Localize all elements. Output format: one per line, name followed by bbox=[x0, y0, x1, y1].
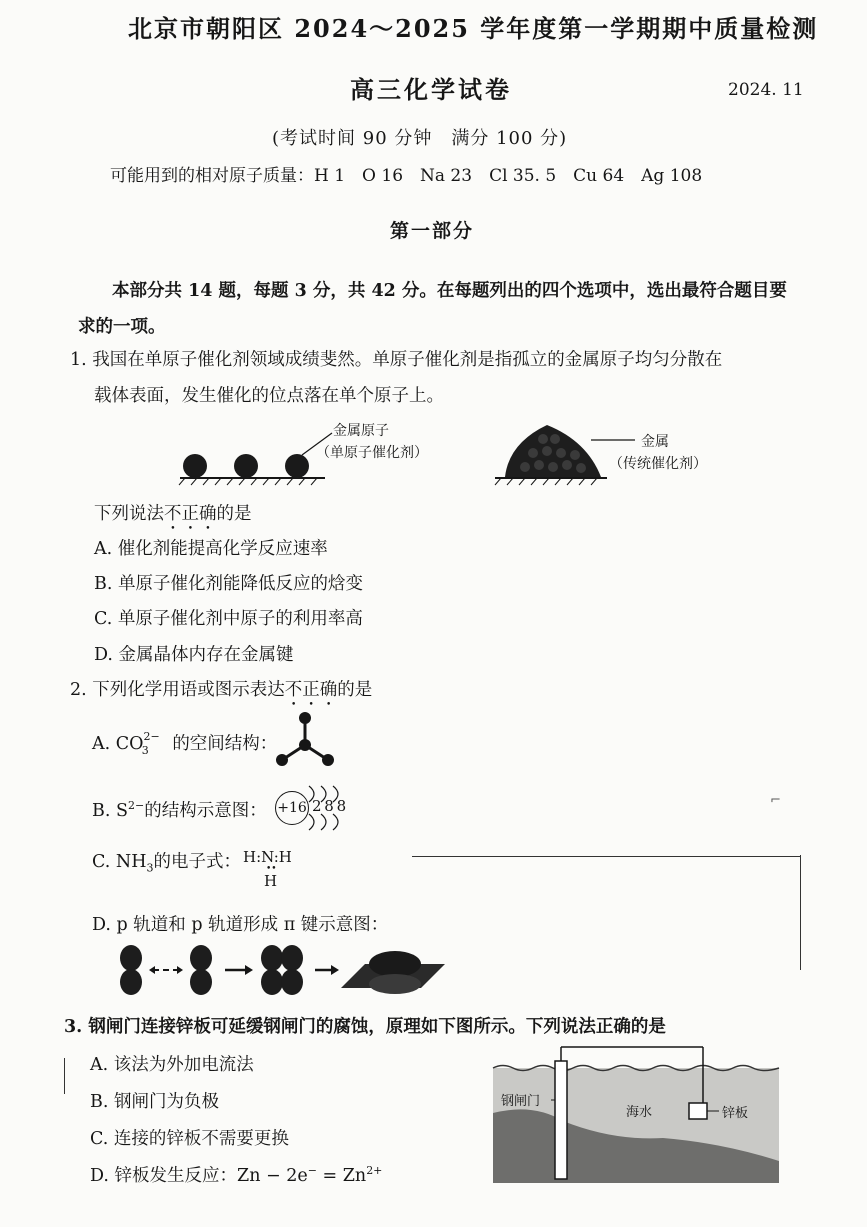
bleed-through-line bbox=[412, 856, 800, 857]
q1-option-a: A. 催化剂能提高化学反应速率 bbox=[94, 539, 328, 559]
label-seawater: 海水 bbox=[626, 1105, 653, 1120]
electron-shells: 2 8 8 bbox=[312, 797, 346, 815]
label-single-atom-catalyst: （单原子催化剂） bbox=[316, 445, 428, 461]
q3-option-a: A. 该法为外加电流法 bbox=[90, 1055, 254, 1075]
q3-option-b: B. 钢闸门为负极 bbox=[90, 1092, 219, 1112]
carbonate-structure-icon bbox=[270, 710, 340, 770]
q3-question: 3. 钢闸门连接锌板可延缓钢闸门的腐蚀，原理如下图所示。下列说法正确的是 bbox=[64, 1017, 666, 1037]
q3-option-c: C. 连接的锌板不需要更换 bbox=[90, 1129, 289, 1149]
bleed-through-mark: ⌐ bbox=[770, 793, 781, 808]
margin-mark bbox=[64, 1058, 65, 1094]
section-title: 第一部分 bbox=[390, 220, 475, 242]
label-metal-atom: 金属原子 bbox=[333, 423, 389, 439]
ammonia-lower-h: H bbox=[264, 872, 278, 890]
section-intro-line1: 本部分共 14 题，每题 3 分，共 42 分。在每题列出的四个选项中，选出最符合题目要 bbox=[112, 281, 787, 301]
exam-info: (考试时间 90 分钟 满分 100 分) bbox=[272, 128, 568, 149]
exam-date: 2024. 11 bbox=[728, 80, 804, 100]
sulfide-nucleus: +16 bbox=[275, 791, 309, 825]
q1-option-d: D. 金属晶体内存在金属键 bbox=[94, 645, 294, 665]
q1-stem-line1: 1. 我国在单原子催化剂领域成绩斐然。单原子催化剂是指孤立的金属原子均匀分散在 bbox=[70, 350, 723, 370]
q2-option-d: D. p 轨道和 p 轨道形成 π 键示意图： bbox=[92, 915, 389, 935]
q1-question: 下列说法不正确的是 bbox=[94, 504, 252, 524]
q2-option-b: B. $S^{2-}$的结构示意图： bbox=[92, 799, 267, 821]
label-traditional-catalyst: （传统催化剂） bbox=[609, 456, 707, 472]
q1-option-c: C. 单原子催化剂中原子的利用率高 bbox=[94, 609, 363, 629]
label-zinc-plate: 锌板 bbox=[722, 1106, 749, 1121]
label-metal: 金属 bbox=[641, 434, 669, 450]
q2-question: 2. 下列化学用语或图示表达不正确的是 bbox=[70, 680, 373, 700]
electron-shell-arcs-icon bbox=[305, 784, 360, 830]
section-intro-line2: 求的一项。 bbox=[78, 317, 166, 337]
exam-header-title: 北京市朝阳区 2024～2025 学年度第一学期期中质量检测 bbox=[128, 14, 819, 43]
q2-option-a: A. $CO^{2-}_3$ 的空间结构： bbox=[92, 730, 278, 757]
atomic-masses: 可能用到的相对原子质量：H 1 O 16 Na 23 Cl 35. 5 Cu 64 Ag 108 bbox=[110, 166, 703, 186]
ammonia-electron-formula: H:N:H bbox=[243, 848, 292, 866]
q1-option-b: B. 单原子催化剂能降低反应的焓变 bbox=[94, 574, 363, 594]
pi-bond-diagram bbox=[115, 942, 455, 997]
q3-option-d: D. 锌板发生反应：$Zn - 2e^- = Zn^{2+}$ bbox=[90, 1164, 383, 1186]
lone-pair-icon: •• bbox=[266, 864, 277, 874]
q2-option-c: C. $NH_3$的电子式： bbox=[92, 852, 241, 875]
single-atom-catalyst-figure bbox=[175, 415, 335, 490]
label-steel-gate: 钢闸门 bbox=[501, 1094, 541, 1109]
q1-stem-line2: 载体表面，发生催化的位点落在单个原子上。 bbox=[94, 386, 444, 406]
paper-title: 高三化学试卷 bbox=[350, 75, 512, 104]
bleed-through-line-vertical bbox=[800, 855, 801, 970]
